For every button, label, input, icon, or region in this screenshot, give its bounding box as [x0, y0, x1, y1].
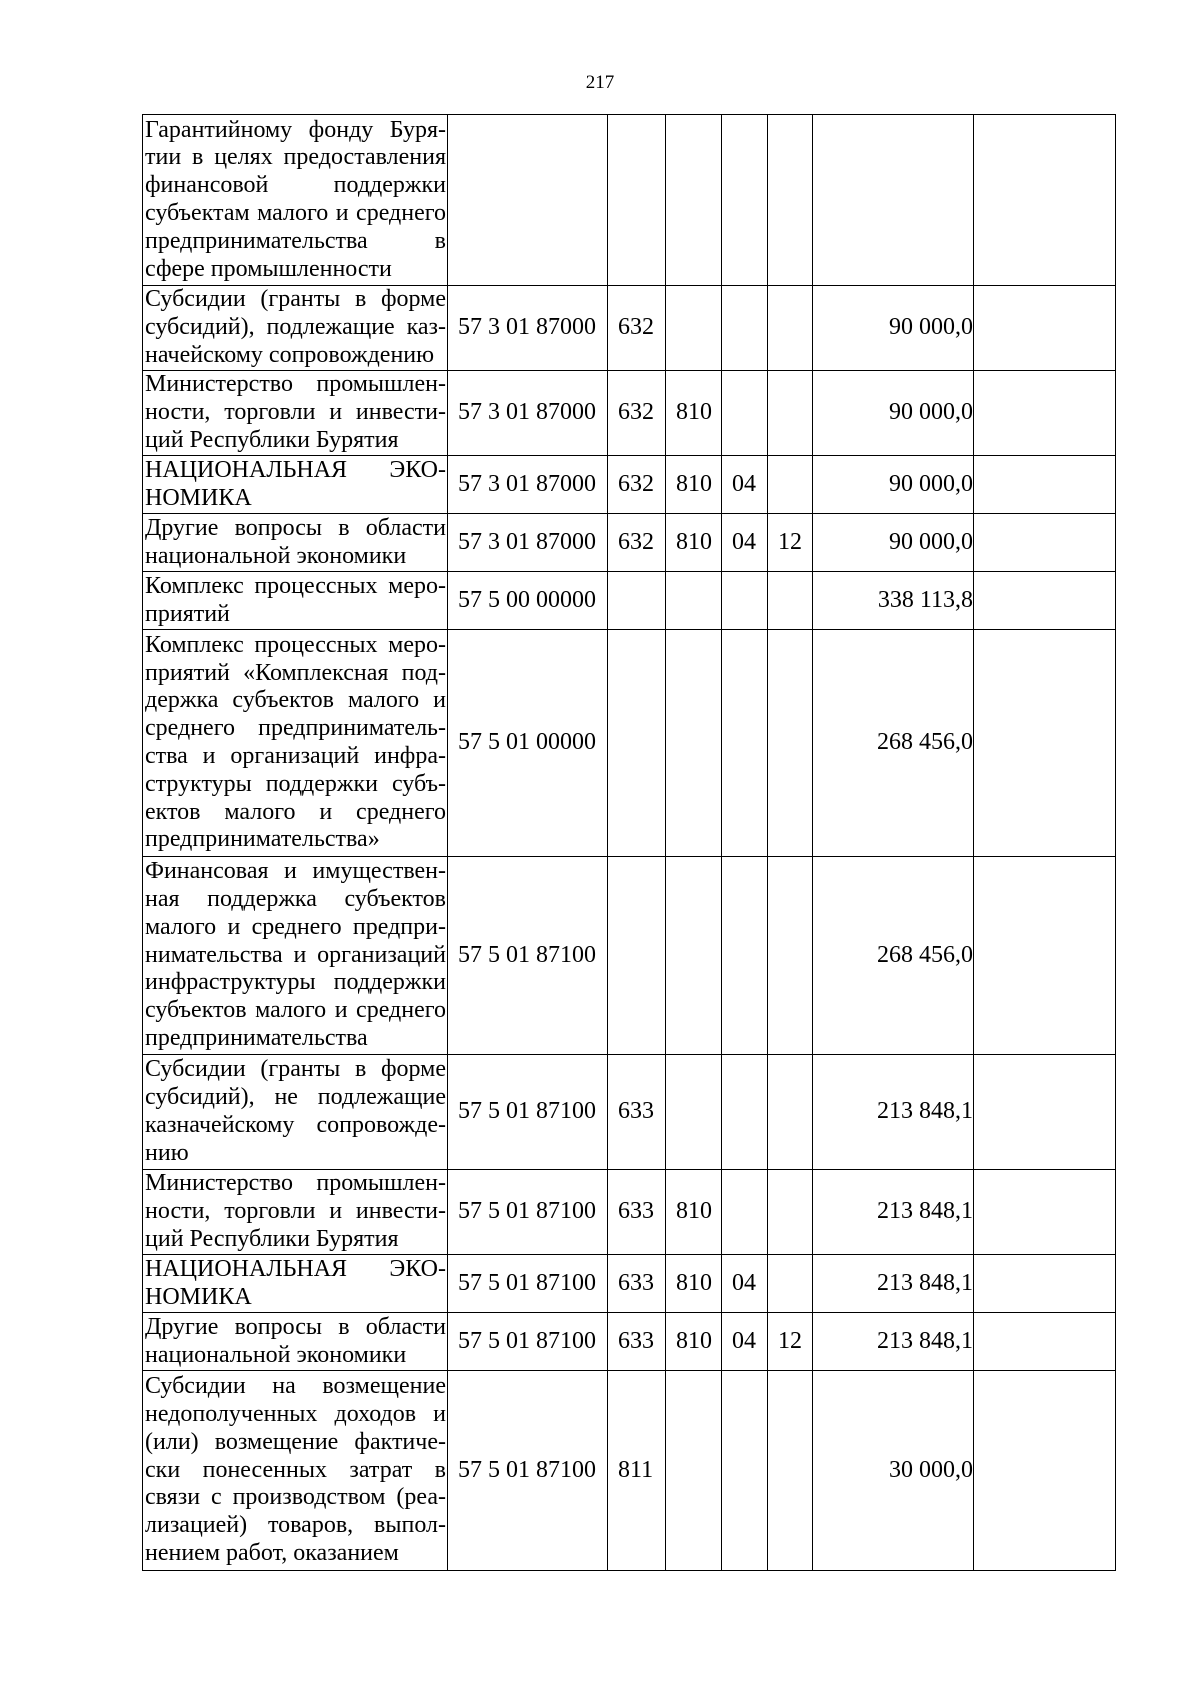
ministry-code	[666, 857, 722, 1055]
row-name: Комплекс процессных мероприятий	[143, 572, 448, 630]
subsection-code	[768, 115, 813, 286]
extra-column-cell	[974, 630, 1116, 857]
extra-column-cell	[974, 857, 1116, 1055]
extra-column-cell	[974, 115, 1116, 286]
section-code	[722, 857, 768, 1055]
table-body	[143, 115, 1116, 1571]
section-code	[722, 1055, 768, 1170]
section-code	[722, 572, 768, 630]
amount: 30 000,0	[813, 1371, 974, 1571]
row-name: НАЦИОНАЛЬНАЯ ЭКОНОМИКА	[143, 456, 448, 514]
table-row	[143, 286, 1116, 371]
subsection-code	[768, 630, 813, 857]
row-name: Субсидии (гранты в форме субсидий), не подлежащие казначейскому сопровождению	[143, 1055, 448, 1170]
target-article-code: 57 3 01 87000	[448, 514, 608, 572]
extra-column-cell	[974, 371, 1116, 456]
subsection-code	[768, 286, 813, 371]
row-name: Министерство промышленности, торговли и инвестиций Республики Бурятия	[143, 371, 448, 456]
target-article-code: 57 3 01 87000	[448, 456, 608, 514]
budget-table	[142, 114, 1116, 1571]
row-name: Комплекс процессных мероприятий «Комплексная поддержка субъектов малого и среднего предпринимательства и организаций инфраструктуры поддержки субъектов малого и среднего предпринимательства»	[143, 630, 448, 857]
section-code: 04	[722, 1313, 768, 1371]
target-article-code: 57 5 01 87100	[448, 857, 608, 1055]
target-article-code: 57 5 01 87100	[448, 1371, 608, 1571]
row-name: Финансовая и имущественная поддержка субъектов малого и среднего предпринимательства и организаций инфраструктуры поддержки субъектов малого и среднего предпринимательства	[143, 857, 448, 1055]
extra-column-cell	[974, 1055, 1116, 1170]
target-article-code: 57 5 01 87100	[448, 1055, 608, 1170]
amount: 213 848,1	[813, 1055, 974, 1170]
amount: 268 456,0	[813, 857, 974, 1055]
section-code: 04	[722, 514, 768, 572]
table-row	[143, 630, 1116, 857]
table-row	[143, 572, 1116, 630]
row-name: Субсидии (гранты в форме субсидий), подлежащие казначейскому сопровождению	[143, 286, 448, 371]
expense-type-code: 633	[608, 1055, 666, 1170]
subsection-code	[768, 456, 813, 514]
subsection-code	[768, 572, 813, 630]
table-row	[143, 1170, 1116, 1255]
expense-type-code	[608, 115, 666, 286]
subsection-code	[768, 857, 813, 1055]
target-article-code: 57 5 01 00000	[448, 630, 608, 857]
page-number: 217	[585, 72, 615, 93]
expense-type-code: 632	[608, 286, 666, 371]
row-name: Другие вопросы в области национальной экономики	[143, 1313, 448, 1371]
extra-column-cell	[974, 572, 1116, 630]
amount: 338 113,8	[813, 572, 974, 630]
section-code	[722, 630, 768, 857]
expense-type-code: 633	[608, 1313, 666, 1371]
amount: 90 000,0	[813, 286, 974, 371]
target-article-code: 57 5 01 87100	[448, 1313, 608, 1371]
section-code: 04	[722, 456, 768, 514]
section-code	[722, 286, 768, 371]
amount: 90 000,0	[813, 456, 974, 514]
section-code	[722, 371, 768, 456]
row-name: НАЦИОНАЛЬНАЯ ЭКОНОМИКА	[143, 1255, 448, 1313]
row-name: Другие вопросы в области национальной экономики	[143, 514, 448, 572]
ministry-code	[666, 115, 722, 286]
amount: 213 848,1	[813, 1313, 974, 1371]
subsection-code	[768, 1170, 813, 1255]
extra-column-cell	[974, 1255, 1116, 1313]
target-article-code	[448, 115, 608, 286]
expense-type-code: 632	[608, 371, 666, 456]
table-row	[143, 371, 1116, 456]
table-row	[143, 1313, 1116, 1371]
target-article-code: 57 5 01 87100	[448, 1170, 608, 1255]
ministry-code: 810	[666, 1255, 722, 1313]
ministry-code: 810	[666, 371, 722, 456]
section-code	[722, 115, 768, 286]
amount	[813, 115, 974, 286]
section-code	[722, 1170, 768, 1255]
ministry-code	[666, 286, 722, 371]
extra-column-cell	[974, 1170, 1116, 1255]
expense-type-code: 811	[608, 1371, 666, 1571]
amount: 90 000,0	[813, 514, 974, 572]
amount: 90 000,0	[813, 371, 974, 456]
expense-type-code	[608, 630, 666, 857]
extra-column-cell	[974, 1313, 1116, 1371]
table-row	[143, 115, 1116, 286]
subsection-code	[768, 1255, 813, 1313]
ministry-code: 810	[666, 1313, 722, 1371]
amount: 213 848,1	[813, 1170, 974, 1255]
expense-type-code	[608, 857, 666, 1055]
ministry-code	[666, 1055, 722, 1170]
ministry-code	[666, 630, 722, 857]
target-article-code: 57 5 01 87100	[448, 1255, 608, 1313]
extra-column-cell	[974, 456, 1116, 514]
row-name: Субсидии на возмещение недополученных доходов и (или) возмещение фактически понесенных затрат в связи с производством (реализацией) товаров, выполнением работ, оказанием	[143, 1371, 448, 1571]
table-row	[143, 1255, 1116, 1313]
target-article-code: 57 3 01 87000	[448, 286, 608, 371]
amount: 268 456,0	[813, 630, 974, 857]
table-row	[143, 1055, 1116, 1170]
ministry-code: 810	[666, 1170, 722, 1255]
table-row	[143, 456, 1116, 514]
subsection-code	[768, 1055, 813, 1170]
amount: 213 848,1	[813, 1255, 974, 1313]
row-name: Гарантийному фонду Бурятии в целях предоставления финансовой поддержки субъектам малого и среднего предпринимательства в сфере промышленности	[143, 115, 448, 286]
row-name: Министерство промышленности, торговли и инвестиций Республики Бурятия	[143, 1170, 448, 1255]
ministry-code: 810	[666, 456, 722, 514]
section-code	[722, 1371, 768, 1571]
expense-type-code: 633	[608, 1170, 666, 1255]
table-row	[143, 857, 1116, 1055]
ministry-code: 810	[666, 514, 722, 572]
target-article-code: 57 5 00 00000	[448, 572, 608, 630]
subsection-code	[768, 371, 813, 456]
subsection-code: 12	[768, 514, 813, 572]
expense-type-code: 632	[608, 456, 666, 514]
ministry-code	[666, 1371, 722, 1571]
extra-column-cell	[974, 1371, 1116, 1571]
subsection-code	[768, 1371, 813, 1571]
table-row	[143, 514, 1116, 572]
extra-column-cell	[974, 286, 1116, 371]
extra-column-cell	[974, 514, 1116, 572]
table-row	[143, 1371, 1116, 1571]
target-article-code: 57 3 01 87000	[448, 371, 608, 456]
expense-type-code: 633	[608, 1255, 666, 1313]
subsection-code: 12	[768, 1313, 813, 1371]
expense-type-code	[608, 572, 666, 630]
expense-type-code: 632	[608, 514, 666, 572]
section-code: 04	[722, 1255, 768, 1313]
ministry-code	[666, 572, 722, 630]
